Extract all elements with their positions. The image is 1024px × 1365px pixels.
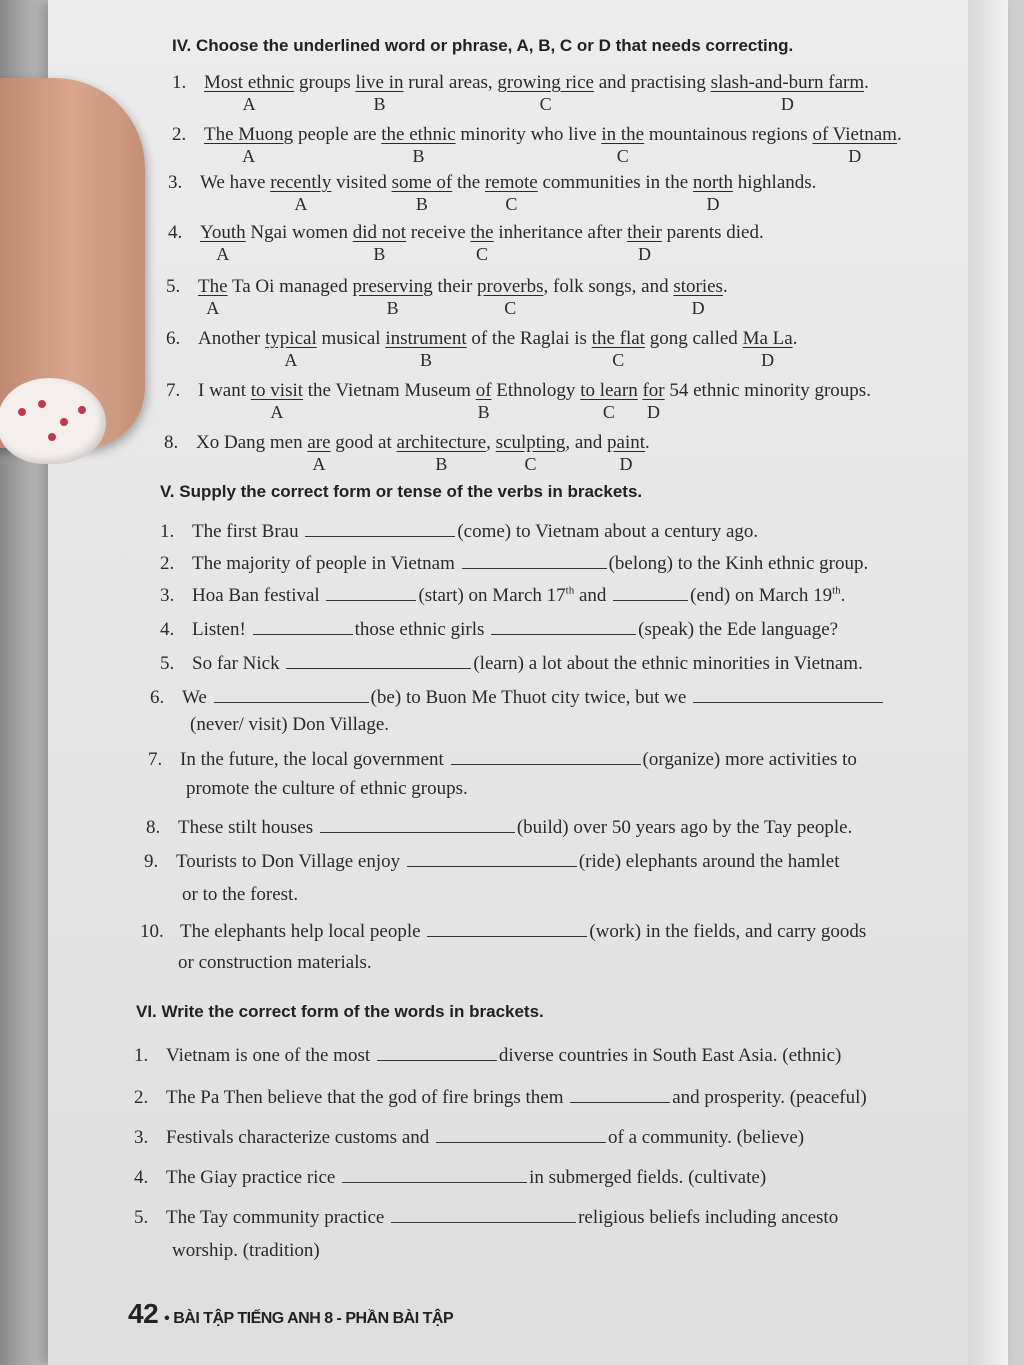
answer-blank[interactable] <box>407 850 577 867</box>
item-number: 9. <box>144 851 159 872</box>
item-text: parents died. <box>661 222 764 243</box>
item-text: . <box>792 328 798 349</box>
section-v-title: V. Supply the correct form or tense of the verbs in brackets. <box>160 482 643 501</box>
item-number: 8. <box>164 432 179 453</box>
option-text[interactable]: for <box>642 380 665 401</box>
option-letter: B <box>419 350 432 370</box>
option-a <box>307 432 331 474</box>
item-text: mountainous regions <box>644 124 813 145</box>
item-number: 6. <box>166 328 181 349</box>
item-text: The Giay practice rice <box>166 1167 336 1188</box>
option-text[interactable]: to visit <box>250 380 304 401</box>
option-text[interactable]: remote <box>484 172 538 193</box>
item-text: (work) in the fields, and carry goods <box>589 921 867 942</box>
option-letter: B <box>373 94 386 114</box>
item-text: (organize) more activities to <box>642 749 857 770</box>
page-footer <box>128 1298 453 1330</box>
item-text: inheritance after <box>493 222 628 243</box>
item-text: The elephants help local people <box>180 921 421 942</box>
item-text: . <box>645 432 650 453</box>
item-text: I want <box>198 380 251 401</box>
option-c <box>477 276 544 318</box>
option-a <box>265 328 317 370</box>
option-letter: B <box>386 298 399 318</box>
option-d <box>710 72 865 114</box>
answer-blank[interactable] <box>451 748 641 765</box>
option-letter: A <box>242 94 256 114</box>
book-title: • BÀI TẬP TIẾNG ANH 8 - PHẦN BÀI TẬP <box>164 1310 454 1327</box>
option-letter: A <box>270 402 284 422</box>
item-text: We <box>182 687 207 708</box>
item-text: (learn) a lot about the ethnic minorities in Vietnam. <box>473 653 863 674</box>
vi-item-2 <box>134 1086 867 1109</box>
item-text: (end) on March 19 <box>690 585 833 606</box>
item-number: 8. <box>146 817 161 838</box>
option-d <box>673 276 723 318</box>
option-b <box>352 276 433 318</box>
item-text: minority who live <box>455 124 602 145</box>
answer-blank[interactable] <box>462 552 607 569</box>
option-a <box>270 172 332 214</box>
item-text: Vietnam is one of the most <box>166 1045 371 1066</box>
item-text: religious beliefs including ancesto <box>578 1207 839 1228</box>
item-text: diverse countries in South East Asia. (ethnic) <box>498 1045 842 1066</box>
option-letter: D <box>780 94 794 114</box>
option-letter: A <box>216 244 230 264</box>
item-text: visited <box>331 172 392 193</box>
v-item-6 <box>150 686 885 709</box>
item-number: 1. <box>172 72 187 93</box>
option-a <box>200 222 246 264</box>
v-item-3 <box>160 584 845 607</box>
option-text[interactable]: The <box>198 276 228 297</box>
item-text: . <box>840 585 846 606</box>
v-item-4 <box>160 618 838 641</box>
item-text: Ngai women <box>245 222 353 243</box>
item-text: Ethnology <box>491 380 581 401</box>
option-letter: C <box>616 146 629 166</box>
item-text: The first Brau <box>192 521 299 542</box>
item-number: 10. <box>140 921 164 942</box>
iv-item-7 <box>166 380 871 422</box>
item-text: their <box>432 276 478 297</box>
option-b <box>381 124 456 166</box>
option-letter: C <box>475 244 489 264</box>
item-text: We have <box>200 172 271 193</box>
iv-item-4 <box>168 222 764 264</box>
option-text[interactable]: their <box>627 222 662 243</box>
option-b <box>385 328 467 370</box>
superscript: th <box>832 584 841 597</box>
item-text: Another <box>198 328 266 349</box>
painted-nail <box>0 378 106 464</box>
item-text: of the Raglai is <box>466 328 592 349</box>
option-c <box>495 432 566 474</box>
item-number: 2. <box>134 1087 149 1108</box>
item-number: 3. <box>134 1127 149 1148</box>
item-number: 7. <box>166 380 181 401</box>
item-text: . <box>896 124 902 145</box>
option-c <box>497 72 594 114</box>
option-text[interactable]: The Muong <box>204 124 294 145</box>
vi-item-4 <box>134 1166 766 1189</box>
item-text: the <box>452 172 485 193</box>
item-text: These stilt houses <box>178 817 314 838</box>
option-text[interactable]: are <box>307 432 331 453</box>
item-number: 2. <box>160 553 175 574</box>
item-text: (build) over 50 years ago by the Tay people. <box>516 817 853 838</box>
answer-blank[interactable] <box>693 686 883 703</box>
option-text[interactable]: paint <box>607 432 646 453</box>
option-a <box>198 276 228 318</box>
answer-blank[interactable] <box>253 618 353 635</box>
next-page-edge <box>968 0 1008 1365</box>
option-letter: B <box>415 194 428 214</box>
item-number: 5. <box>166 276 181 297</box>
option-c <box>470 222 494 264</box>
option-d <box>642 380 665 422</box>
option-text[interactable]: of <box>475 380 492 401</box>
v-item-10-cont: or construction materials. <box>178 952 372 973</box>
option-text[interactable]: live in <box>355 72 404 93</box>
section-iv-title: IV. Choose the underlined word or phrase, A, B, C or D that needs correcting. <box>172 36 794 55</box>
v-item-8 <box>146 816 852 839</box>
item-number: 7. <box>148 749 163 770</box>
option-text[interactable]: the <box>470 222 494 243</box>
option-b <box>396 432 487 474</box>
item-text: and practising <box>593 72 711 93</box>
option-a <box>204 72 295 114</box>
item-text: The Pa Then believe that the god of fire brings them <box>166 1087 564 1108</box>
item-number: 1. <box>160 521 175 542</box>
option-letter: B <box>477 402 490 422</box>
answer-blank[interactable] <box>320 816 515 833</box>
option-d <box>627 222 662 264</box>
item-text: (come) to Vietnam about a century ago. <box>457 521 759 542</box>
option-letter: B <box>373 244 386 264</box>
option-letter: D <box>647 402 661 422</box>
option-letter: D <box>848 146 862 166</box>
answer-blank[interactable] <box>491 618 636 635</box>
option-b <box>391 172 453 214</box>
v-item-9-cont: or to the forest. <box>182 884 299 905</box>
item-text: . <box>722 276 728 297</box>
option-text[interactable]: typical <box>265 328 317 349</box>
option-text[interactable]: to learn <box>580 380 638 401</box>
option-b <box>355 72 404 114</box>
answer-blank[interactable] <box>305 520 455 537</box>
option-text[interactable]: some of <box>391 172 453 193</box>
v-item-9 <box>144 850 839 873</box>
finger-photo <box>0 78 145 448</box>
item-text: (be) to Buon Me Thuot city twice, but we <box>370 687 687 708</box>
answer-blank[interactable] <box>613 584 688 601</box>
option-letter: D <box>619 454 633 474</box>
v-item-7 <box>148 748 857 771</box>
vi-item-3 <box>134 1126 804 1149</box>
iv-item-2 <box>172 124 902 166</box>
item-text: communities in the <box>537 172 693 193</box>
option-a <box>204 124 294 166</box>
vi-item-5 <box>134 1206 838 1229</box>
option-text[interactable]: in the <box>601 124 645 145</box>
option-b <box>475 380 492 422</box>
option-d <box>692 172 734 214</box>
option-text[interactable]: instrument <box>385 328 467 349</box>
option-text[interactable]: Most ethnic <box>204 72 295 93</box>
answer-blank[interactable] <box>342 1166 527 1183</box>
option-c <box>580 380 638 422</box>
answer-blank[interactable] <box>214 686 369 703</box>
item-number: 5. <box>160 653 175 674</box>
option-d <box>812 124 897 166</box>
option-letter: D <box>637 244 651 264</box>
item-text: 54 ethnic minority groups. <box>664 380 871 401</box>
option-text[interactable]: proverbs <box>477 276 544 297</box>
item-text: , <box>486 432 496 453</box>
book-page <box>48 0 1008 1365</box>
item-text: musical <box>316 328 386 349</box>
item-text: Festivals characterize customs and <box>166 1127 430 1148</box>
item-text: Tourists to Don Village enjoy <box>176 851 401 872</box>
superscript: th <box>565 584 575 597</box>
option-text[interactable]: Ma La <box>742 328 793 349</box>
option-text[interactable]: did not <box>352 222 407 243</box>
item-text: highlands. <box>733 172 817 193</box>
answer-blank[interactable] <box>436 1126 606 1143</box>
option-text[interactable]: Youth <box>200 222 246 243</box>
item-number: 5. <box>134 1207 149 1228</box>
item-text: rural areas, <box>403 72 498 93</box>
v-item-1 <box>160 520 758 543</box>
item-text: Ta Oi managed <box>227 276 353 297</box>
item-text: those ethnic girls <box>354 619 485 640</box>
vi-item-5-cont: worship. (tradition) <box>172 1240 320 1261</box>
item-text: the Vietnam Museum <box>303 380 476 401</box>
item-number: 4. <box>134 1167 149 1188</box>
option-d <box>742 328 793 370</box>
item-text: groups <box>294 72 356 93</box>
item-text: So far Nick <box>192 653 280 674</box>
item-text: people are <box>293 124 382 145</box>
item-text: (start) on March 17 <box>418 585 566 606</box>
item-text: . <box>864 72 869 93</box>
item-text: The majority of people in Vietnam <box>192 553 455 574</box>
option-text[interactable]: the flat <box>591 328 645 349</box>
option-letter: A <box>206 298 220 318</box>
option-letter: A <box>242 146 256 166</box>
item-text: Listen! <box>192 619 246 640</box>
option-text[interactable]: stories <box>673 276 723 297</box>
option-letter: C <box>505 194 518 214</box>
iv-item-8 <box>164 432 650 474</box>
item-text: , and <box>565 432 608 453</box>
item-number: 4. <box>168 222 183 243</box>
option-text[interactable]: the ethnic <box>381 124 456 145</box>
section-vi-title: VI. Write the correct form of the words in brackets. <box>136 1002 544 1021</box>
option-letter: D <box>706 194 720 214</box>
iv-item-3 <box>168 172 817 214</box>
v-item-5 <box>160 652 863 675</box>
answer-blank[interactable] <box>391 1206 576 1223</box>
answer-blank[interactable] <box>377 1044 497 1061</box>
option-letter: B <box>435 454 448 474</box>
vi-item-1 <box>134 1044 841 1067</box>
option-c <box>601 124 645 166</box>
option-letter: A <box>284 350 298 370</box>
option-letter: A <box>294 194 308 214</box>
option-text[interactable]: of Vietnam <box>812 124 897 145</box>
item-text: in submerged fields. (cultivate) <box>529 1167 767 1188</box>
item-text: Hoa Ban festival <box>192 585 320 606</box>
item-number: 6. <box>150 687 165 708</box>
option-text[interactable]: north <box>692 172 734 193</box>
option-letter: B <box>412 146 425 166</box>
answer-blank[interactable] <box>286 652 471 669</box>
page-number: 42 <box>128 1298 159 1329</box>
option-letter: C <box>539 94 552 114</box>
item-text: In the future, the local government <box>180 749 444 770</box>
item-number: 3. <box>160 585 175 606</box>
item-text: and prosperity. (peaceful) <box>672 1087 867 1108</box>
item-number: 4. <box>160 619 175 640</box>
item-text: of a community. (believe) <box>608 1127 805 1148</box>
item-text: (ride) elephants around the hamlet <box>578 851 840 872</box>
option-d <box>607 432 646 474</box>
option-letter: D <box>691 298 705 318</box>
option-letter: C <box>612 350 625 370</box>
v-item-7-cont: promote the culture of ethnic groups. <box>186 778 468 799</box>
iv-item-1 <box>172 72 869 114</box>
item-text: Xo Dang men <box>196 432 308 453</box>
item-number: 1. <box>134 1045 149 1066</box>
item-text: , folk songs, and <box>543 276 674 297</box>
option-c <box>484 172 538 214</box>
option-a <box>250 380 304 422</box>
option-text[interactable]: slash-and-burn farm <box>710 72 865 93</box>
item-text: receive <box>406 222 471 243</box>
option-text[interactable]: recently <box>270 172 332 193</box>
v-item-2 <box>160 552 868 575</box>
option-text[interactable]: preserving <box>352 276 433 297</box>
option-text[interactable]: architecture <box>396 432 487 453</box>
item-text: (belong) to the Kinh ethnic group. <box>608 553 869 574</box>
option-letter: C <box>504 298 517 318</box>
option-text[interactable]: sculpting <box>495 432 566 453</box>
item-number: 3. <box>168 172 183 193</box>
option-b <box>352 222 407 264</box>
item-text: The Tay community practice <box>166 1207 385 1228</box>
item-text: and <box>574 585 612 606</box>
answer-blank[interactable] <box>427 920 587 937</box>
iv-item-6 <box>166 328 798 370</box>
answer-blank[interactable] <box>326 584 416 601</box>
answer-blank[interactable] <box>570 1086 670 1103</box>
option-letter: C <box>524 454 537 474</box>
item-number: 2. <box>172 124 187 145</box>
item-text: good at <box>330 432 397 453</box>
option-c <box>591 328 645 370</box>
option-letter: A <box>312 454 326 474</box>
item-text: gong called <box>644 328 743 349</box>
v-item-10 <box>140 920 866 943</box>
iv-item-5 <box>166 276 728 318</box>
option-letter: C <box>602 402 615 422</box>
item-text: (speak) the Ede language? <box>638 619 839 640</box>
option-text[interactable]: growing rice <box>497 72 594 93</box>
option-letter: D <box>761 350 775 370</box>
v-item-6-cont: (never/ visit) Don Village. <box>190 714 390 735</box>
